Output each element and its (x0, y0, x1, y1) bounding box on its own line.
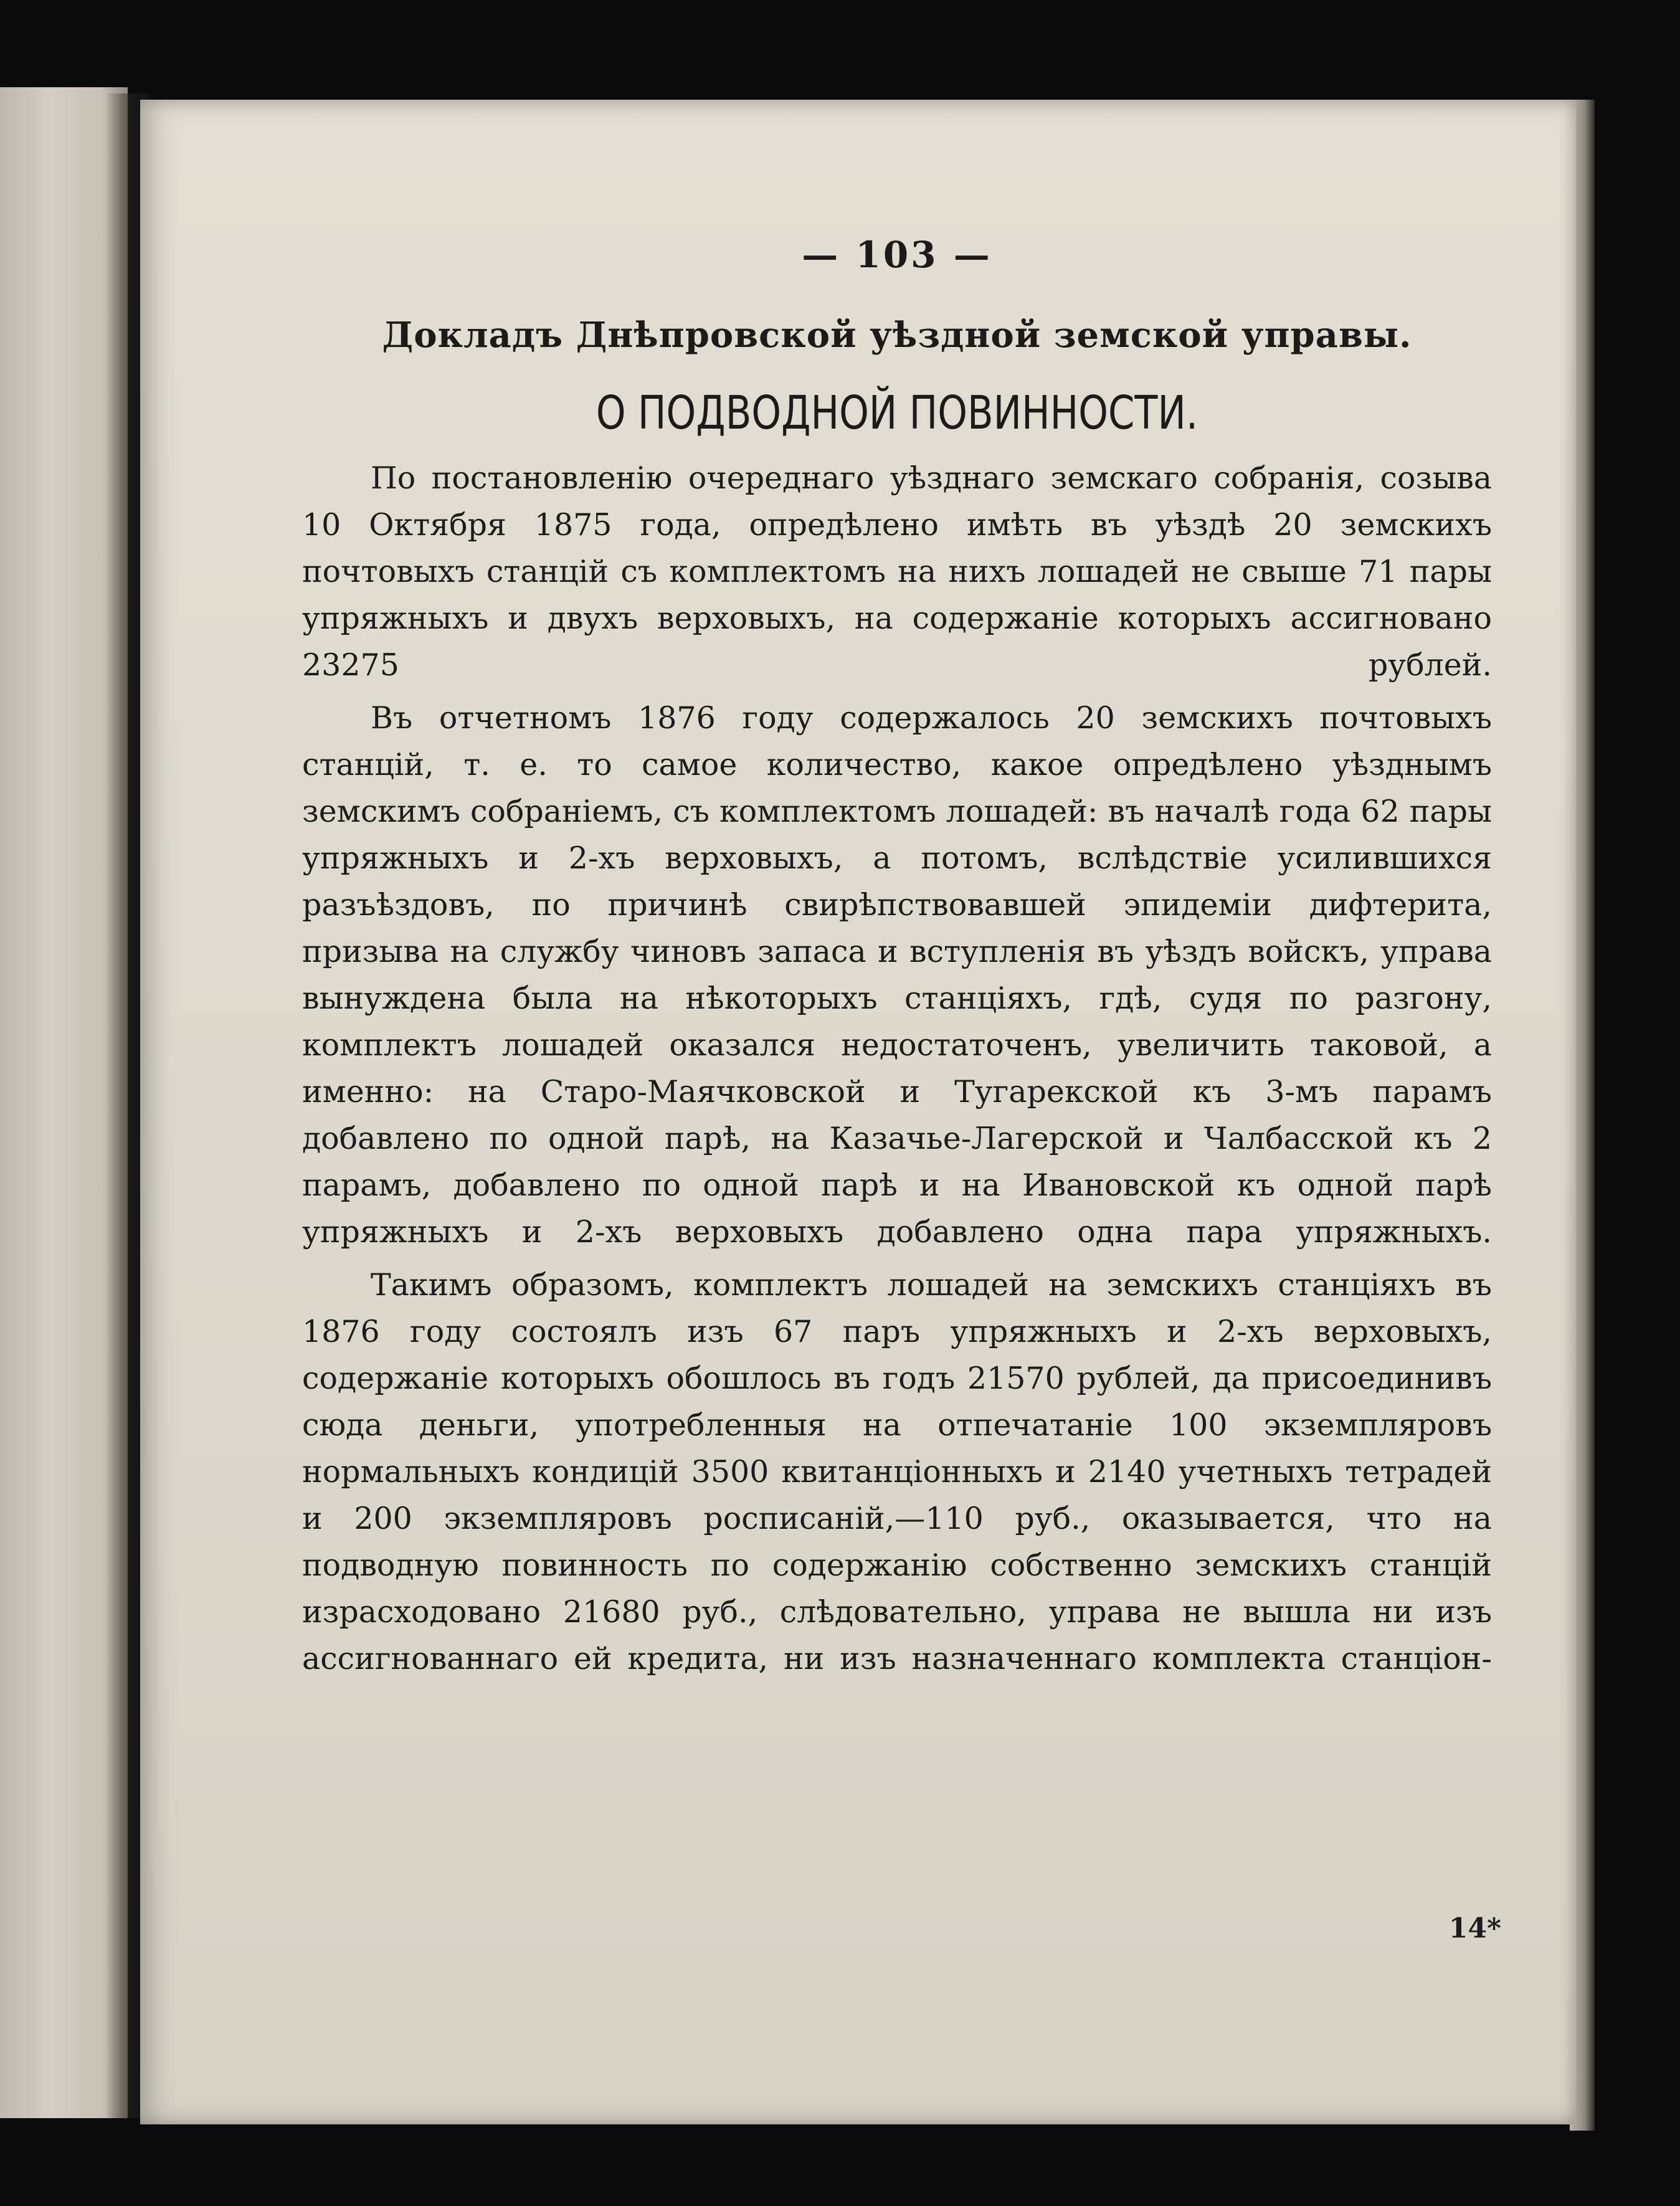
report-title: Докладъ Днѣпровской уѣздной земской управы. (382, 315, 1412, 356)
paragraph: Такимъ образомъ, комплектъ лошадей на земскихъ станціяхъ въ 1876 году состоялъ изъ 67 паръ упряжныхъ и 2-хъ верховыхъ, содержаніе которыхъ обошлось въ годъ 21570 рублей, да присоединивъ сюда деньги, употребленныя на отпечатаніе 100 экземпляровъ нормальныхъ кондицій 3500 квитанціонныхъ и 2140 учетныхъ тетрадей и 200 экземпляровъ росписаній,—110 руб., оказывается, что на подводную повинность по содержанію собственно земскихъ станцій израсходовано 21680 руб., слѣдовательно, управа не вышла ни изъ ассигнованнаго ей кредита, ни изъ назначеннаго комплекта станціон- (302, 1267, 1492, 1676)
book-page (140, 100, 1576, 2124)
paragraph: По постановленію очереднаго уѣзднаго земскаго собранія, созыва 10 Октября 1875 года, опредѣлено имѣть въ уѣздѣ 20 земскихъ почтовыхъ станцій съ комплектомъ на нихъ лошадей не свыше 71 пары упряжныхъ и двухъ верховыхъ, на содержаніе которыхъ ассигновано 23275 рублей. (302, 460, 1492, 683)
paragraph: Въ отчетномъ 1876 году содержалось 20 земскихъ почтовыхъ станцій, т. е. то самое количество, какое опредѣлено уѣзднымъ земскимъ собраніемъ, съ комплектомъ лошадей: въ началѣ года 62 пары упряжныхъ и 2-хъ верховыхъ, а потомъ, вслѣдствіе усилившихся разъѣздовъ, по причинѣ свирѣпствовавшей эпидеміи дифтерита, призыва на службу чиновъ запаса и вступленія въ уѣздъ войскъ, управа вынуждена была на нѣкоторыхъ станціяхъ, гдѣ, судя по разгону, комплектъ лошадей оказался недостаточенъ, увеличить таковой, а именно: на Старо-Маячковской и Тугарекской къ 3-мъ парамъ добавлено по одной парѣ, на Казачье-Лагерской и Чалбасской къ 2 парамъ, добавлено по одной парѣ и на Ивановской къ одной парѣ упряжныхъ и 2-хъ верховыхъ добавлено одна пара упряжныхъ. (302, 700, 1492, 1250)
page-number: — 103 — (802, 234, 992, 276)
signature-mark: 14* (1448, 1913, 1501, 1944)
section-title: О ПОДВОДНОЙ ПОВИННОСТИ. (596, 386, 1198, 440)
body-text (302, 455, 1492, 1688)
